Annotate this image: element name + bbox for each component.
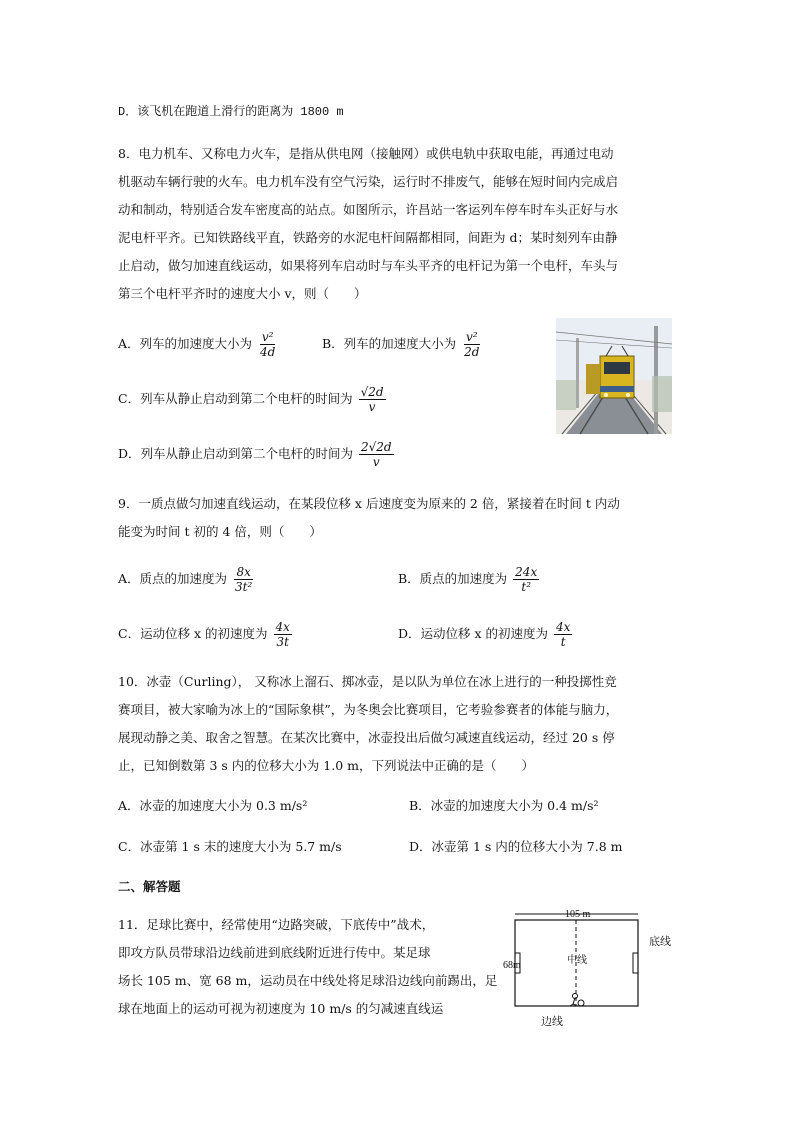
q9-option-b-text: B．质点的加速度为 [398,571,508,586]
q8-option-a-text: A．列车的加速度大小为 [118,336,253,351]
question-11-line-2: 即攻方队员带球沿边线前进到底线附近进行传中。某足球 [118,945,431,960]
question-11-line-4: 球在地面上的运动可视为初速度为 10 m/s 的匀减速直线运 [118,1001,444,1016]
q8-option-b [322,330,484,359]
question-8-line-3: 动和制动，特别适合发车密度高的站点。如图所示，许昌站一客运列车停车时车头正好与水 [118,202,619,217]
q9-option-d-fraction: $\frac{4x}{t}$ [556,620,571,649]
q10-option-b: B．冰壶的加速度大小为 0.4 m/s² [409,798,599,813]
q8-option-c [118,385,388,414]
q9-option-c-fraction: $\frac{4x}{3t}$ [275,620,290,649]
q8-option-a-fraction: $\frac{\text{v²}}{4d}$ [260,330,276,359]
question-10-line-2: 赛项目，被大家喻为冰上的“国际象棋”，为冬奥会比赛项目，它考验参赛者的体能与脑力， [118,702,619,717]
football-field-diagram [503,908,681,1028]
train-photo [556,318,672,434]
q9-option-c [118,620,294,649]
q8-option-b-text: B．列车的加速度大小为 [322,336,457,351]
question-10-line-4: 止，已知倒数第 3 s 内的位移大小为 1.0 m，下列说法中正确的是（ ） [118,758,534,773]
goal-line-label: 底线 [649,936,671,948]
option-d-prev: D．该飞机在跑道上滑行的距离为 1800 m [118,105,344,119]
question-10-line-1: 10．冰壶（Curling）， 又称冰上溜石、掷冰壶，是以队为单位在冰上进行的一种投掷性竞 [118,674,617,689]
q10-option-c: C．冰壶第 1 s 末的速度大小为 5.7 m/s [118,839,342,854]
q8-option-d [118,440,396,469]
football-icon [578,1000,584,1006]
question-10-line-3: 展现动静之美、取舍之智慧。在某次比赛中，冰壶投出后做匀减速直线运动，经过 20 s 停 [118,730,615,745]
q9-option-a [118,565,256,594]
q8-option-c-fraction: $\frac{√2d}{v}$ [360,385,384,414]
question-8-line-1: 8．电力机车、又称电力火车，是指从供电网（接触网）或供电轨中获取电能，再通过电动 [118,146,614,161]
q9-option-b-fraction: $\frac{24x}{\text{t²}}$ [515,565,538,594]
section-heading: 二、解答题 [118,879,181,894]
question-8-line-4: 泥电杆平齐。已知铁路线平直，铁路旁的水泥电杆间隔都相同，间距为 d；某时刻列车由静 [118,230,618,245]
q8-option-a [118,330,279,359]
q8-option-d-text: D．列车从静止启动到第二个电杆的时间为 [118,446,354,461]
q9-option-d [398,620,574,649]
width-label: 68m [503,960,521,971]
question-11-line-3: 场长 105 m、宽 68 m，运动员在中线处将足球沿边线向前踢出，足 [118,973,498,988]
question-11-line-1: 11．足球比赛中，经常使用“边路突破，下底传中”战术， [118,917,435,932]
question-9-line-1: 9．一质点做匀加速直线运动，在某段位移 x 后速度变为原来的 2 倍，紧接着在时间 t 内动 [118,496,620,511]
question-8-line-5: 止启动，做匀加速直线运动，如果将列车启动时与车头平齐的电杆记为第一个电杆，车头与 [118,258,619,273]
side-line-label: 边线 [541,1016,563,1028]
q10-option-a: A．冰壶的加速度大小为 0.3 m/s² [118,798,308,813]
q9-option-d-text: D．运动位移 x 的初速度为 [398,626,549,641]
q9-option-a-fraction: $\frac{8x}{\text{3t²}}$ [235,565,253,594]
q10-option-d: D．冰壶第 1 s 内的位移大小为 7.8 m [409,839,623,854]
q9-option-a-text: A．质点的加速度为 [118,571,228,586]
midline-label: 中线 [567,955,587,966]
q9-option-c-text: C．运动位移 x 的初速度为 [118,626,268,641]
q8-option-d-fraction: $\frac{2√2d}{v}$ [361,440,392,469]
player-head-icon [573,994,578,999]
right-goal [633,953,638,973]
q8-option-c-text: C．列车从静止启动到第二个电杆的时间为 [118,391,353,406]
question-8-line-6: 第三个电杆平齐时的速度大小 v，则（ ） [118,286,367,301]
length-label: 105 m [565,909,591,920]
q8-option-b-fraction: $\frac{\text{v²}}{2d}$ [464,330,480,359]
question-9-line-2: 能变为时间 t 初的 4 倍，则（ ） [118,524,322,539]
question-8-line-2: 机驱动车辆行驶的火车。电力机车没有空气污染，运行时不排废气，能够在短时间内完成启 [118,174,619,189]
q9-option-b [398,565,541,594]
